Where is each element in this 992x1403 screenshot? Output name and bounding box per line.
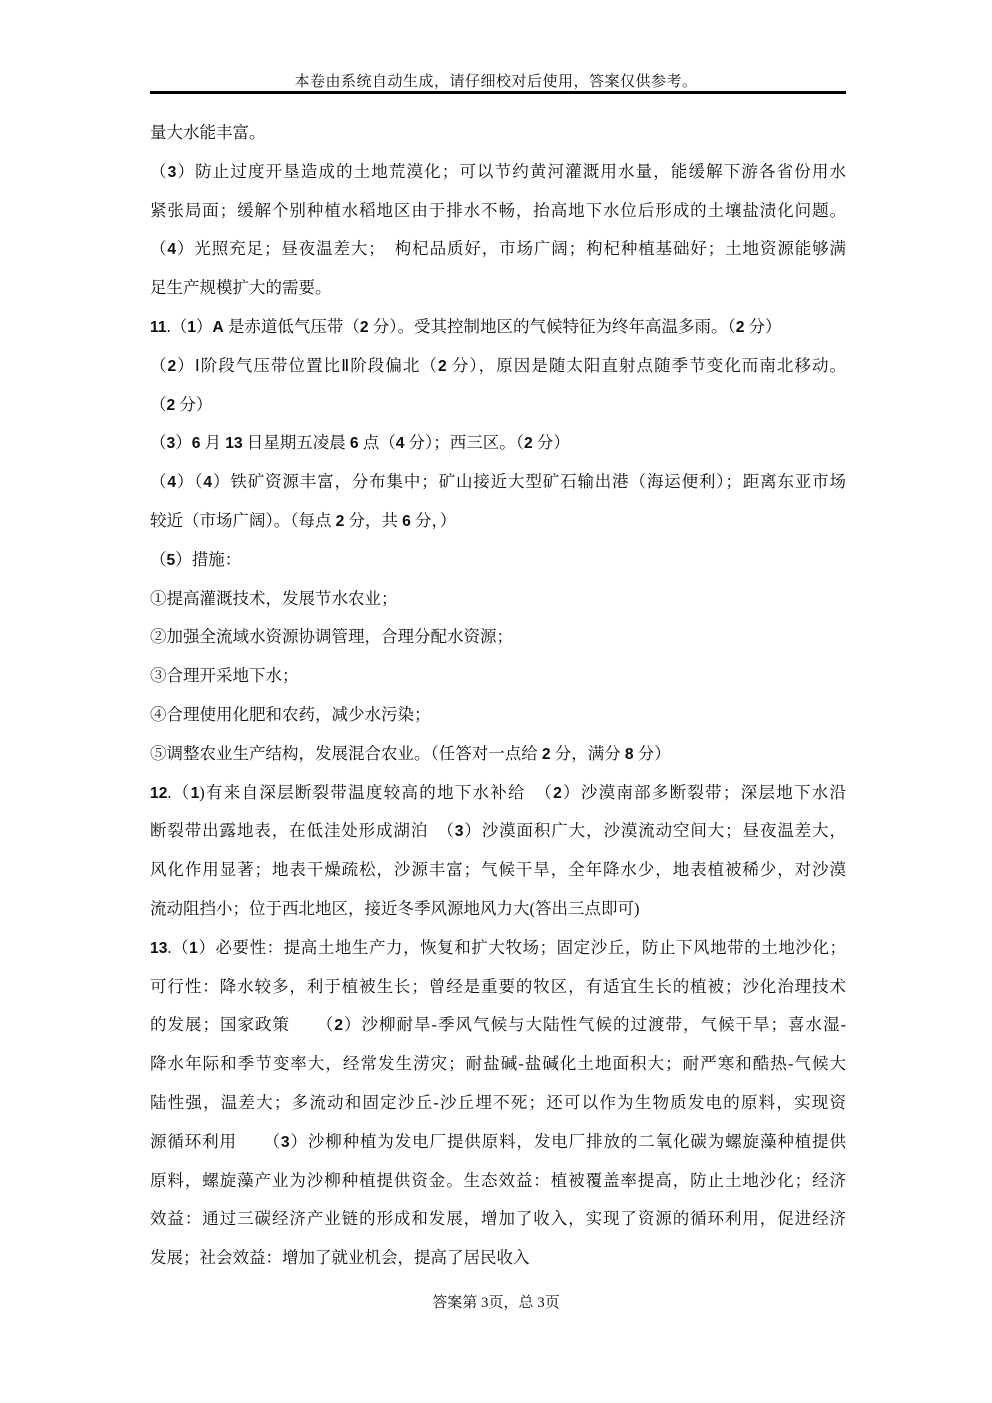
text-line: （4）（4）铁矿资源丰富，分布集中；矿山接近大型矿石输出港（海运便利）；距离东亚市场 <box>150 472 846 492</box>
text-line: ④合理使用化肥和农药，减少水污染； <box>150 704 431 724</box>
text-line: ①提高灌溉技术，发展节水农业； <box>150 588 398 608</box>
header-notice: 本卷由系统自动生成，请仔细校对后使用，答案仅供参考。 <box>294 74 698 90</box>
text-line: 可行性：降水较多，利于植被生长；曾经是重要的牧区，有适宜生长的植被；沙化治理技术 <box>150 976 846 996</box>
text-line: 发展；社会效益：增加了就业机会，提高了居民收入 <box>150 1248 530 1268</box>
text-line: 原料，螺旋藻产业为沙柳种植提供资金。生态效益：植被覆盖率提高，防止土地沙化；经济 <box>150 1170 846 1190</box>
text-line: 效益：通过三碳经济产业链的形成和发展，增加了收入，实现了资源的循环利用，促进经济 <box>150 1209 846 1229</box>
answer-lines <box>150 114 846 1278</box>
page-footer: 答案第 3页，总 3页 <box>432 1295 560 1311</box>
header-divider <box>150 91 846 94</box>
text-line: 源循环利用 （3）沙柳种植为发电厂提供原料，发电厂排放的二氧化碳为螺旋藻种植提供 <box>150 1131 846 1151</box>
text-line: 较近（市场广阔）。（每点 2 分，共 6 分，） <box>150 510 457 530</box>
text-line: 量大水能丰富。 <box>150 123 266 142</box>
text-line: ⑤调整农业生产结构，发展混合农业。（任答对一点给 2 分，满分 8 分） <box>150 743 671 763</box>
text-line: 陆性强，温差大；多流动和固定沙丘-沙丘埋不死；还可以作为生物质发电的原料，实现资 <box>150 1092 846 1112</box>
text-line: （5）措施： <box>150 549 242 569</box>
text-line: （2）Ⅰ阶段气压带位置比Ⅱ阶段偏北（2 分），原因是随太阳直射点随季节变化而南北移动。 <box>150 355 846 375</box>
text-line: （3）防止过度开垦造成的土地荒漠化；可以节约黄河灌溉用水量，能缓解下游各省份用水 <box>150 161 846 181</box>
text-line: （2 分） <box>150 394 213 414</box>
text-line: 13.（1）必要性：提高土地生产力，恢复和扩大牧场；固定沙丘，防止下风地带的土地沙化； <box>150 937 846 957</box>
text-line: （4）光照充足；昼夜温差大； 枸杞品质好，市场广阔；枸杞种植基础好；土地资源能够满 <box>150 239 846 259</box>
text-line: 的发展；国家政策 （2）沙柳耐旱-季风气候与大陆性气候的过渡带，气候干旱；喜水湿- <box>150 1015 846 1035</box>
text-line: 11.（1）A 是赤道低气压带（2 分）。受其控制地区的气候特征为终年高温多雨。（2 分） <box>150 316 782 336</box>
text-line: 足生产规模扩大的需要。 <box>150 278 332 298</box>
text-line: 紧张局面；缓解个别种植水稻地区由于排水不畅，抬高地下水位后形成的土壤盐渍化问题。 <box>150 200 846 220</box>
text-line: ③合理开采地下水； <box>150 666 299 686</box>
text-line: 12.（1)有来自深层断裂带温度较高的地下水补给 （2）沙漠南部多断裂带；深层地下水沿 <box>150 782 846 802</box>
answer-content <box>150 114 846 1278</box>
text-line: 断裂带出露地表，在低洼处形成湖泊 （3）沙漠面积广大，沙漠流动空间大；昼夜温差大， <box>150 821 846 841</box>
text-line: 降水年际和季节变率大，经常发生涝灾；耐盐碱-盐碱化土地面积大；耐严寒和酷热-气候大 <box>150 1054 846 1074</box>
text-line: （3）6 月 13 日星期五凌晨 6 点（4 分）；西三区。（2 分） <box>150 433 570 453</box>
text-line: 风化作用显著；地表干燥疏松，沙源丰富；气候干旱，全年降水少，地表植被稀少，对沙漠 <box>150 860 846 880</box>
text-line: ②加强全流域水资源协调管理，合理分配水资源； <box>150 627 513 647</box>
text-line: 流动阻挡小；位于西北地区，接近冬季风源地风力大(答出三点即可) <box>150 898 640 918</box>
